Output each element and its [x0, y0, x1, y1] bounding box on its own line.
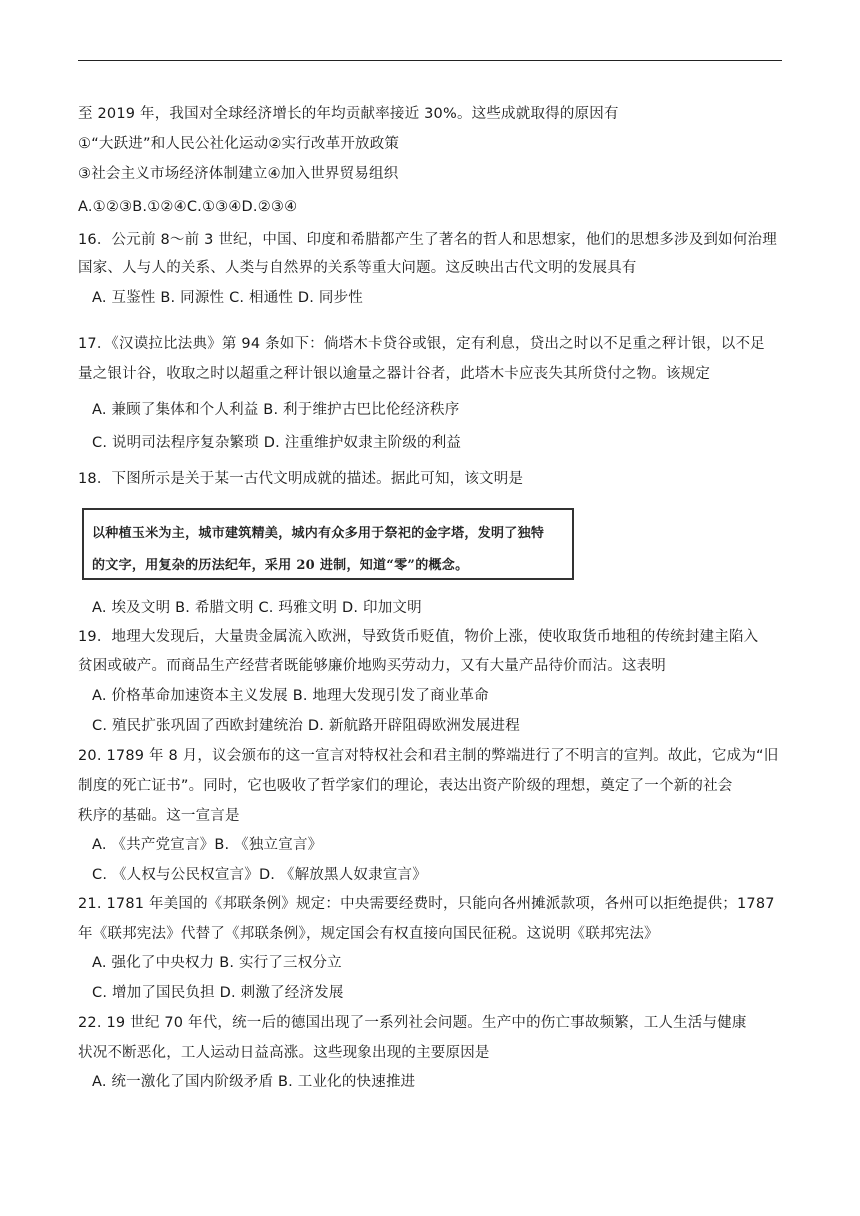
- q18-description-box: [82, 508, 574, 580]
- q17-options-1: A. 兼顾了集体和个人利益 B. 利于维护古巴比伦经济秩序: [92, 402, 460, 418]
- q19-options-1: A. 价格革命加速资本主义发展 B. 地理大发现引发了商业革命: [92, 688, 489, 704]
- q21-options-1: A. 强化了中央权力 B. 实行了三权分立: [92, 955, 342, 971]
- q21-stem-line-1: 21. 1781 年美国的《邦联条例》规定：中央需要经费时，只能向各州摊派款项，各州可以拒绝提供；1787: [78, 896, 775, 912]
- q16-stem-line-2: 国家、人与人的关系、人类与自然界的关系等重大问题。这反映出古代文明的发展具有: [78, 260, 637, 276]
- q15-stem-line: 至 2019 年，我国对全球经济增长的年均贡献率接近 30%。这些成就取得的原因有: [78, 106, 619, 122]
- q21-options-2: C. 增加了国民负担 D. 刺激了经济发展: [92, 985, 344, 1001]
- q19-stem-line-1: 19．地理大发现后，大量贵金属流入欧洲，导致货币贬值，物价上涨，使收取货币地租的传统封建主陷入: [78, 629, 759, 645]
- q15-options: A.①②③B.①②④C.①③④D.②③④: [78, 199, 298, 215]
- header-rule: [78, 60, 782, 61]
- q21-stem-line-2: 年《联邦宪法》代替了《邦联条例》，规定国会有权直接向国民征税。这说明《联邦宪法》: [78, 926, 659, 942]
- q20-stem-line-1: 20. 1789 年 8 月，议会颁布的这一宣言对特权社会和君主制的弊端进行了不明言的宣判。故此，它成为“旧: [78, 748, 779, 764]
- q22-stem-line-2: 状况不断恶化，工人运动日益高涨。这些现象出现的主要原因是: [78, 1045, 490, 1061]
- q18-options: A. 埃及文明 B. 希腊文明 C. 玛雅文明 D. 印加文明: [92, 600, 422, 616]
- q20-stem-line-3: 秩序的基础。这一宣言是: [78, 808, 240, 824]
- q18-box-line-1: 以种植玉米为主，城市建筑精美，城内有众多用于祭祀的金字塔，发明了独特: [92, 526, 545, 541]
- q15-item-line-1: ①“大跃进”和人民公社化运动②实行改革开放政策: [78, 136, 400, 152]
- q18-stem: 18．下图所示是关于某一古代文明成就的描述。据此可知，该文明是: [78, 471, 524, 487]
- q19-stem-line-2: 贫困或破产。而商品生产经营者既能够廉价地购买劳动力，又有大量产品待价而沽。这表明: [78, 658, 666, 674]
- q22-options-1: A. 统一激化了国内阶级矛盾 B. 工业化的快速推进: [92, 1074, 416, 1090]
- q15-item-line-2: ③社会主义市场经济体制建立④加入世界贸易组织: [78, 166, 399, 182]
- q16-options: A. 互鉴性 B. 同源性 C. 相通性 D. 同步性: [92, 290, 364, 306]
- q17-stem-line-1: 17．《汉谟拉比法典》第 94 条如下：倘塔木卡贷谷或银，定有利息，贷出之时以不足重之秤计银，以不足: [78, 336, 765, 352]
- q19-options-2: C. 殖民扩张巩固了西欧封建统治 D. 新航路开辟阻碍欧洲发展进程: [92, 718, 520, 734]
- q18-box-line-2: 的文字，用复杂的历法纪年，采用 20 进制，知道“零”的概念。: [92, 558, 469, 573]
- q20-options-1: A. 《共产党宣言》B. 《独立宣言》: [92, 837, 323, 853]
- q20-stem-line-2: 制度的死亡证书”。同时，它也吸收了哲学家们的理论，表达出资产阶级的理想，奠定了一个新的社会: [78, 778, 733, 794]
- q17-stem-line-2: 量之银计谷，收取之时以超重之秤计银以逾量之器计谷者，此塔木卡应丧失其所贷付之物。该规定: [78, 366, 711, 382]
- q22-stem-line-1: 22. 19 世纪 70 年代，统一后的德国出现了一系列社会问题。生产中的伤亡事故频繁，工人生活与健康: [78, 1015, 747, 1031]
- q16-stem-line-1: 16．公元前 8～前 3 世纪，中国、印度和希腊都产生了著名的哲人和思想家，他们的思想多涉及到如何治理: [78, 232, 777, 248]
- q17-options-2: C. 说明司法程序复杂繁琐 D. 注重维护奴隶主阶级的利益: [92, 435, 462, 451]
- q20-options-2: C. 《人权与公民权宣言》D. 《解放黑人奴隶宣言》: [92, 867, 427, 883]
